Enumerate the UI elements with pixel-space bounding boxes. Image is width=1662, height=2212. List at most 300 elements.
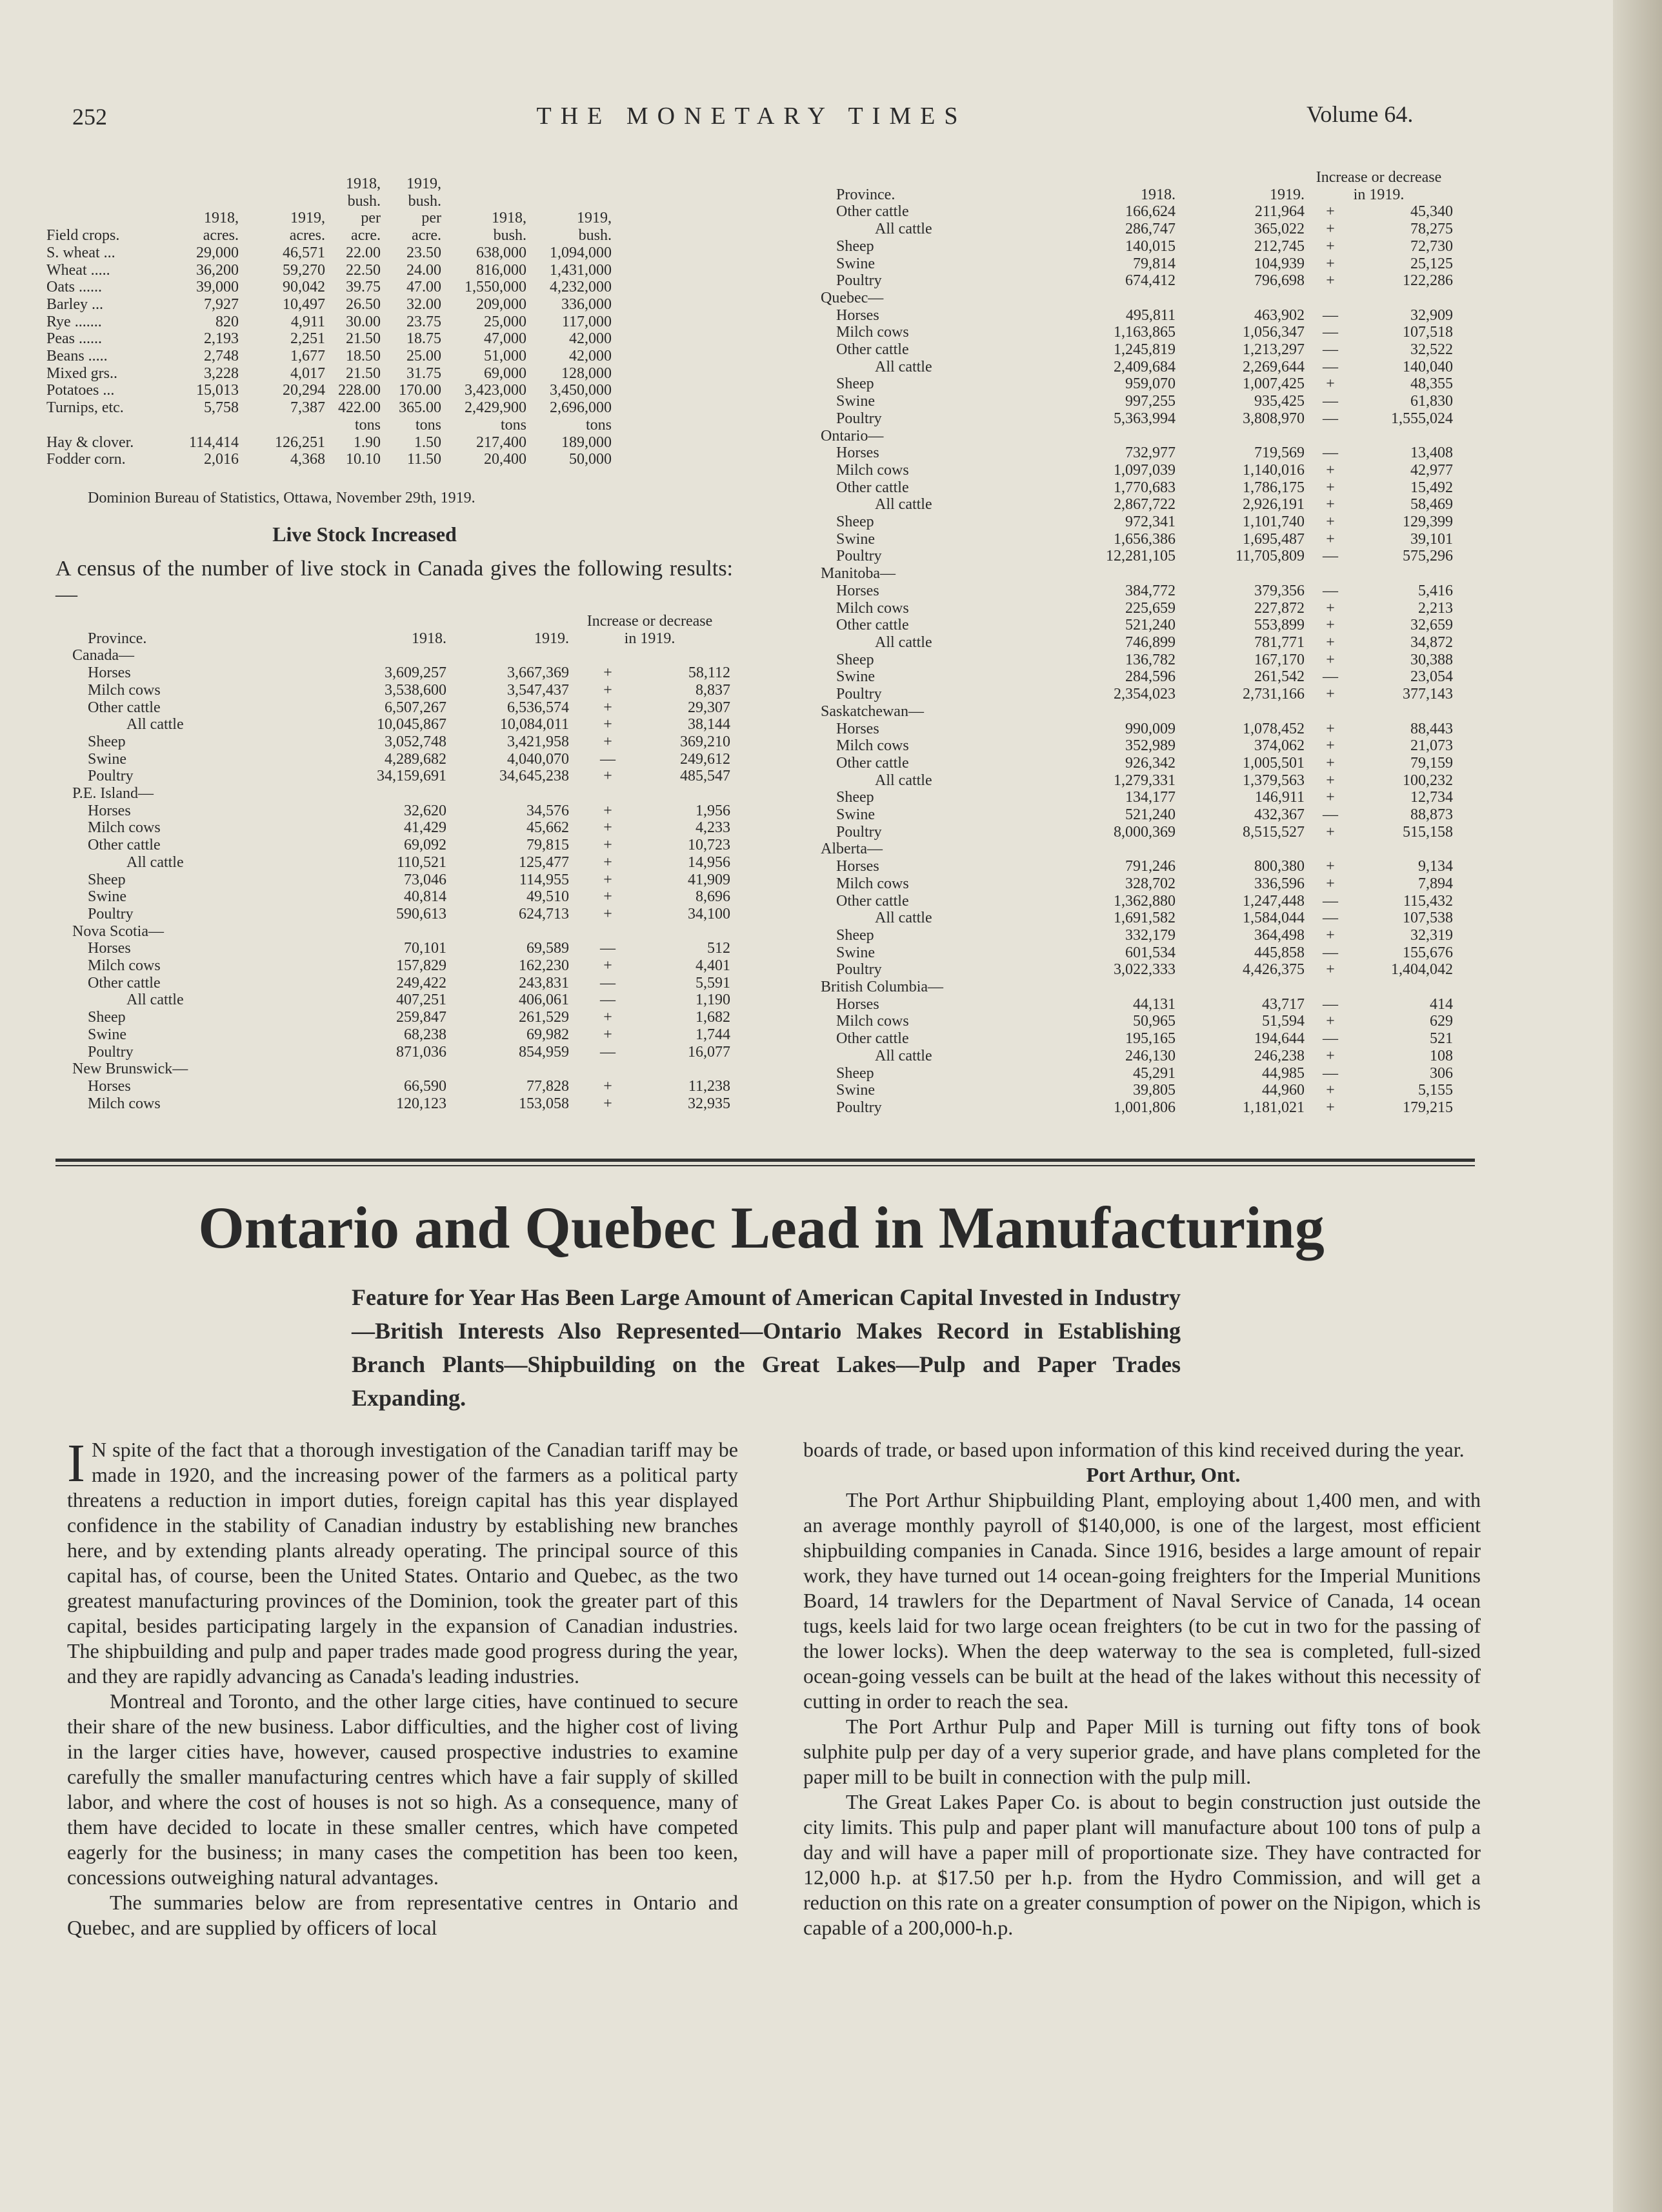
change-value: 13,408 [1410,444,1453,462]
crop-name: Fodder corn. [46,451,126,468]
change-value: 41,909 [688,871,730,888]
section-rule-thin [55,1165,1475,1166]
change-value: 34,872 [1410,633,1453,651]
crop-value: 1,677 [290,348,325,365]
crop-value: 21.50 [346,364,381,382]
crop-value: 209,000 [476,295,526,313]
value-1918: 328,702 [1125,875,1176,892]
change-sign: + [603,802,612,819]
value-1919: 194,644 [1254,1030,1305,1048]
value-1919: 3,547,437 [507,681,569,699]
crops-row [46,417,612,434]
value-1918: 66,590 [404,1077,446,1095]
crops-row [46,314,612,331]
change-sign: + [1326,479,1335,496]
crop-value: 117,000 [561,313,612,330]
value-1919: 44,985 [1262,1064,1305,1082]
change-sign: — [1323,393,1338,410]
value-1918: 41,429 [404,819,446,837]
crops-row [46,262,612,279]
livestock-category: Poultry [836,686,882,703]
change-value: 38,144 [688,716,730,733]
value-1918: 1,097,039 [1114,461,1176,479]
change-value: 140,040 [1403,358,1453,375]
value-1918: 2,354,023 [1114,686,1176,703]
crop-value: 2,251 [290,330,325,348]
value-1919: 2,731,166 [1243,686,1305,703]
change-value: 42,977 [1410,461,1453,479]
change-value: 5,416 [1418,582,1453,599]
change-sign: + [603,1026,612,1043]
livestock-row [821,961,1453,979]
change-value: 306 [1430,1064,1453,1082]
value-1918: 332,179 [1125,926,1176,944]
livestock-category: Poultry [88,905,134,922]
livestock-category: Milch cows [836,875,909,892]
article-title: Ontario and Quebec Lead in Manufacturing [198,1195,1325,1260]
livestock-row [821,1048,1453,1065]
crop-name: Rye ....... [46,313,102,330]
change-sign: — [600,991,616,1009]
crop-value: 1,431,000 [550,261,612,279]
value-1919: 1,005,501 [1243,754,1305,772]
change-value: 2,213 [1418,599,1453,617]
value-1918: 407,251 [396,991,446,1009]
crop-value: tons [500,416,526,433]
livestock-row [72,888,730,906]
change-sign: + [1326,461,1335,479]
province-name: Manitoba— [821,565,896,583]
province-row [821,979,1453,996]
crops-row [46,296,612,314]
crop-value: tons [354,416,381,433]
year-1918-header-right: 1918. [1141,186,1176,203]
value-1919: 211,964 [1254,203,1305,221]
crops-header-cell: Field crops. [46,227,120,244]
crop-value: 29,000 [196,244,239,261]
change-sign: — [1323,806,1338,824]
value-1919: 463,902 [1254,306,1305,324]
change-value: 1,956 [696,802,730,819]
value-1919: 624,713 [519,905,569,922]
value-1918: 4,289,682 [385,750,446,768]
change-value: 32,659 [1410,617,1453,634]
value-1918: 195,165 [1125,1030,1176,1048]
livestock-table-right [821,169,1453,1117]
value-1919: 935,425 [1254,393,1305,410]
change-value: 88,873 [1410,806,1453,824]
change-sign: + [603,664,612,682]
change-value: 58,469 [1410,496,1453,513]
change-sign: + [603,1009,612,1026]
change-value: 521 [1430,1030,1453,1048]
crop-value: 23.50 [406,244,441,261]
crop-name: Wheat ..... [46,261,110,279]
port-arthur-subhead: Port Arthur, Ont. [1086,1463,1241,1486]
crop-value: 46,571 [283,244,325,261]
livestock-category: Sheep [836,375,874,393]
livestock-row [821,600,1453,617]
province-name: Saskatchewan— [821,702,924,720]
province-header-right: Province. [836,186,896,203]
value-1919: 1,247,448 [1243,892,1305,910]
livestock-table-left [72,613,730,1112]
change-value: 5,155 [1418,1082,1453,1099]
value-1918: 134,177 [1125,789,1176,806]
crop-value: 1.50 [414,433,441,451]
livestock-category: All cattle [875,772,932,789]
change-sign: — [1323,668,1338,686]
livestock-row [821,255,1453,273]
livestock-row [72,699,730,717]
change-sign: + [603,716,612,733]
change-value: 39,101 [1410,530,1453,548]
change-sign: — [600,974,616,991]
field-crops-table [46,175,612,468]
livestock-category: Milch cows [836,324,909,341]
province-row [821,290,1453,307]
change-value: 21,073 [1410,737,1453,755]
change-sign: — [1323,410,1338,427]
livestock-row [72,854,730,872]
livestock-row [72,975,730,992]
livestock-row [821,755,1453,772]
change-sign: — [1323,444,1338,462]
crop-value: 20,400 [484,451,526,468]
article-left-column [67,1433,738,1940]
crop-value: 2,193 [204,330,239,348]
change-value: 32,522 [1410,341,1453,359]
change-value: 25,125 [1410,255,1453,272]
livestock-row [821,324,1453,341]
crop-value: 30.00 [346,313,381,330]
crop-value: 3,450,000 [550,382,612,399]
change-sign: + [1326,496,1335,513]
crops-header-cell [239,175,325,193]
value-1918: 79,814 [1133,255,1176,272]
crop-value: 5,758 [204,399,239,417]
crops-header-cell [441,175,526,193]
livestock-row [72,906,730,923]
crop-name: Hay & clover. [46,433,134,451]
crops-header-cell [441,193,526,210]
crop-value: 39,000 [196,279,239,296]
livestock-category: All cattle [126,716,184,733]
livestock-category: Poultry [836,410,882,427]
livestock-category: Sheep [836,1064,874,1082]
value-1919: 1,584,044 [1243,910,1305,927]
change-value: 34,100 [688,905,730,922]
livestock-row [821,668,1453,686]
livestock-row [72,940,730,957]
livestock-row [821,617,1453,634]
value-1918: 73,046 [404,871,446,888]
change-sign: + [603,871,612,888]
change-value: 45,340 [1410,203,1453,221]
crop-value: 2,696,000 [550,399,612,417]
province-row [72,785,730,802]
change-sign: + [1326,1013,1335,1030]
crop-value [161,417,239,434]
crop-value: 128,000 [561,364,612,382]
change-value: 1,190 [696,991,730,1009]
value-1919: 167,170 [1254,651,1305,668]
value-1919: 796,698 [1254,272,1305,290]
change-sign: — [600,750,616,768]
value-1919: 246,238 [1254,1047,1305,1064]
change-value: 30,388 [1410,651,1453,668]
crops-header-row [46,210,612,227]
province-row [821,703,1453,721]
livestock-row [821,806,1453,824]
change-value: 15,492 [1410,479,1453,496]
change-header-line1: Increase or decrease [586,613,713,630]
value-1919: 1,056,347 [1243,324,1305,341]
livestock-category: Poultry [836,961,882,979]
livestock-category: Other cattle [836,341,909,359]
crop-value: 10.10 [346,451,381,468]
livestock-row [821,393,1453,410]
change-value: 5,591 [696,974,730,991]
value-1919: 34,645,238 [499,768,569,785]
value-1918: 68,238 [404,1026,446,1043]
value-1918: 136,782 [1125,651,1176,668]
change-value: 23,054 [1410,668,1453,686]
province-row [72,647,730,664]
change-sign: — [1323,944,1338,961]
crops-header-cell: 1918, [346,175,381,192]
value-1919: 212,745 [1254,237,1305,255]
change-value: 88,443 [1410,720,1453,737]
value-1919: 51,594 [1262,1013,1305,1030]
livestock-category: Other cattle [836,203,909,221]
livestock-category: Other cattle [836,754,909,772]
livestock-category: Swine [88,888,126,906]
livestock-category: Sheep [88,733,126,750]
value-1919: 1,379,563 [1243,772,1305,789]
crop-value: 3,423,000 [465,382,526,399]
crop-value: 2,748 [204,348,239,365]
livestock-category: All cattle [875,1047,932,1064]
crops-header-cell: 1919, [577,210,612,227]
value-1918: 166,624 [1125,203,1176,221]
value-1918: 1,656,386 [1114,530,1176,548]
livestock-row [821,737,1453,755]
change-value: 58,112 [688,664,730,682]
livestock-category: Swine [836,393,875,410]
livestock-category: Poultry [836,823,882,841]
value-1918: 495,811 [1125,306,1176,324]
crop-value: 26.50 [346,295,381,313]
livestock-row [821,341,1453,359]
livestock-row [72,716,730,733]
livestock-row [821,875,1453,893]
value-1919: 374,062 [1254,737,1305,755]
value-1918: 286,747 [1125,221,1176,238]
article-deck: Feature for Year Has Been Large Amount of American Capital Invested in Industry—British Interests Also Represented—Ontario Makes Record in Establishing Branch Plants—Shipbuilding on the Great Lakes—Pulp and Paper Trades Expanding. [352,1284,1181,1411]
crops-header-cell: per [361,210,381,227]
value-1918: 1,001,806 [1114,1099,1176,1116]
crop-value: 7,927 [204,295,239,313]
livestock-row [821,410,1453,428]
livestock-row [72,1009,730,1026]
change-sign: — [600,940,616,957]
change-value: 32,319 [1410,926,1453,944]
value-1919: 79,815 [526,837,569,854]
value-1918: 45,291 [1133,1064,1176,1082]
livestock-category: All cattle [126,991,184,1009]
change-sign: + [1326,875,1335,892]
value-1918: 990,009 [1125,720,1176,737]
change-value: 155,676 [1403,944,1453,961]
change-sign: + [1326,617,1335,634]
province-name: New Brunswick— [72,1061,188,1078]
crop-value: 816,000 [476,261,526,279]
value-1918: 384,772 [1125,582,1176,599]
change-sign: + [1326,221,1335,238]
change-value: 8,696 [696,888,730,906]
change-value: 9,134 [1418,858,1453,875]
value-1918: 1,362,880 [1114,892,1176,910]
value-1919: 243,831 [519,974,569,991]
province-name: P.E. Island— [72,785,154,802]
livestock-row [72,819,730,837]
crops-header-row [46,175,612,193]
change-sign: + [603,905,612,922]
change-value: 107,518 [1403,324,1453,341]
change-value: 122,286 [1403,272,1453,290]
change-sign: + [1326,720,1335,737]
change-sign: + [1326,754,1335,772]
livestock-category: Milch cows [88,1095,161,1112]
crop-value [239,417,325,434]
livestock-category: All cattle [875,496,932,513]
value-1919: 336,596 [1254,875,1305,892]
value-1918: 1,691,582 [1114,910,1176,927]
change-header-line2: in 1919. [624,630,676,647]
crops-header-cell: 1918, [204,210,239,227]
crop-value: 51,000 [484,348,526,365]
livestock-category: Horses [836,306,879,324]
value-1918: 2,867,722 [1114,496,1176,513]
livestock-row [72,837,730,854]
province-row [821,428,1453,445]
livestock-category: Milch cows [88,957,161,975]
crop-value: 50,000 [569,451,612,468]
province-name: Canada— [72,647,134,664]
change-sign: + [1326,737,1335,755]
livestock-row [821,1013,1453,1030]
livestock-row [72,664,730,682]
province-name: Ontario— [821,427,884,444]
change-value: 29,307 [688,699,730,716]
livestock-category: Sheep [836,513,874,531]
crops-row [46,244,612,262]
crop-value: 90,042 [283,279,325,296]
value-1919: 1,078,452 [1243,720,1305,737]
livestock-category: Other cattle [836,479,909,496]
crop-value: 638,000 [476,244,526,261]
livestock-row [821,513,1453,531]
value-1918: 1,770,683 [1114,479,1176,496]
value-1919: 1,007,425 [1243,375,1305,393]
value-1918: 44,131 [1133,995,1176,1013]
section-rule-thick [55,1159,1475,1162]
livestock-heading: Live Stock Increased [272,523,457,546]
value-1918: 34,159,691 [377,768,446,785]
change-value: 72,730 [1410,237,1453,255]
change-value: 107,538 [1403,910,1453,927]
crops-header-cell [46,175,161,193]
value-1919: 1,101,740 [1243,513,1305,531]
value-1919: 114,955 [519,871,569,888]
value-1919: 10,084,011 [499,716,569,733]
change-sign: — [1323,582,1338,599]
livestock-row [821,927,1453,944]
value-1918: 6,507,267 [385,699,446,716]
value-1919: 364,498 [1254,926,1305,944]
livestock-row [821,221,1453,238]
livestock-category: Swine [836,806,875,824]
province-row [72,923,730,941]
livestock-row [821,238,1453,255]
crop-value: 820 [215,313,239,330]
province-row [821,841,1453,858]
livestock-row [821,721,1453,738]
crop-value: 7,387 [290,399,325,417]
livestock-category: Horses [836,858,879,875]
livestock-category: Swine [836,668,875,686]
value-1919: 432,367 [1254,806,1305,824]
value-1918: 69,092 [404,837,446,854]
value-1919: 11,705,809 [1235,548,1305,565]
change-value: 1,555,024 [1391,410,1453,427]
value-1919: 800,380 [1254,858,1305,875]
crop-value: 1,550,000 [465,279,526,296]
change-sign: — [1323,910,1338,927]
value-1918: 2,409,684 [1114,358,1176,375]
change-value: 629 [1430,1013,1453,1030]
crop-value: tons [415,416,441,433]
crops-header-cell: 1919, [406,175,441,192]
change-value: 414 [1430,995,1453,1013]
crop-value: 10,497 [283,295,325,313]
crop-name: Mixed grs.. [46,364,117,382]
livestock-category: Horses [836,720,879,737]
crop-name: Barley ... [46,295,103,313]
value-1918: 352,989 [1125,737,1176,755]
livestock-row [72,682,730,699]
livestock-category: All cattle [875,221,932,238]
change-sign: + [1326,772,1335,789]
livestock-category: Milch cows [836,461,909,479]
change-value: 129,399 [1403,513,1453,531]
crop-value: 365.00 [399,399,441,417]
article-paragraph: The Port Arthur Pulp and Paper Mill is turning out fifty tons of book sulphite pulp per day of a very superior grade, and have plans completed for the paper mill to be built in connection with the pulp mill. [803,1715,1481,1788]
change-value: 8,837 [696,681,730,699]
livestock-row [72,1078,730,1095]
livestock-intro: A census of the number of live stock in Canada gives the following results:— [55,557,733,606]
change-value: 108 [1430,1047,1453,1064]
crop-value: 4,368 [290,451,325,468]
livestock-category: Horses [836,995,879,1013]
crops-header-cell [46,210,161,227]
page-edge-shadow [1613,0,1662,2212]
crop-value: 11.50 [406,451,441,468]
livestock-category: All cattle [126,853,184,871]
crops-header-cell: acre. [412,227,441,244]
crops-header-cell [161,193,239,210]
